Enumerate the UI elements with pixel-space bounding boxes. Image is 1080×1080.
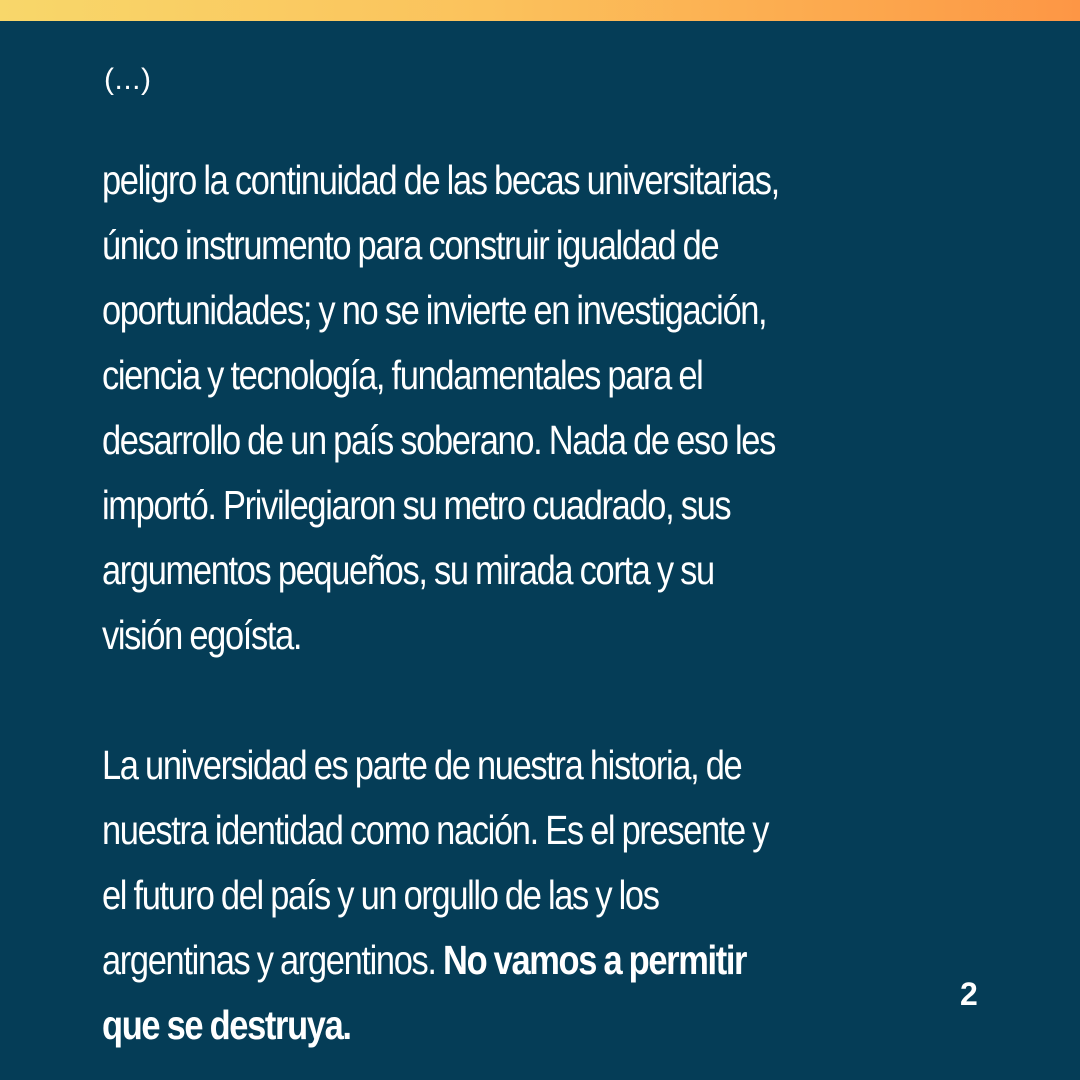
text-line: oportunidades; y no se invierte en investigación, (102, 287, 767, 333)
text-line: desarrollo de un país soberano. Nada de eso les (102, 417, 775, 463)
text-line: argumentos pequeños, su mirada corta y su (102, 547, 714, 593)
emphasis-text: No vamos a permitir (443, 937, 747, 983)
text-line: el futuro del país y un orgullo de las y los (102, 872, 659, 918)
text-line: importó. Privilegiaron su metro cuadrado, sus (102, 482, 731, 528)
page-number: 2 (960, 976, 978, 1012)
text-line: La universidad es parte de nuestra historia, de (102, 742, 742, 788)
text-line: argentinas y argentinos. (102, 937, 436, 983)
emphasis-text: que se destruya. (102, 1002, 351, 1048)
text-line: único instrumento para construir igualdad de (102, 222, 719, 268)
text-line: ciencia y tecnología, fundamentales para el (102, 352, 703, 398)
text-line: peligro la continuidad de las becas universitarias, (102, 157, 779, 203)
text-line: nuestra identidad como nación. Es el presente y (102, 807, 769, 853)
top-accent-bar (0, 0, 1080, 21)
ellipsis-marker: (...) (104, 63, 152, 96)
body-paragraph-2 (102, 733, 1001, 1058)
body-paragraph-1 (102, 148, 1001, 668)
text-line: visión egoísta. (102, 612, 302, 658)
